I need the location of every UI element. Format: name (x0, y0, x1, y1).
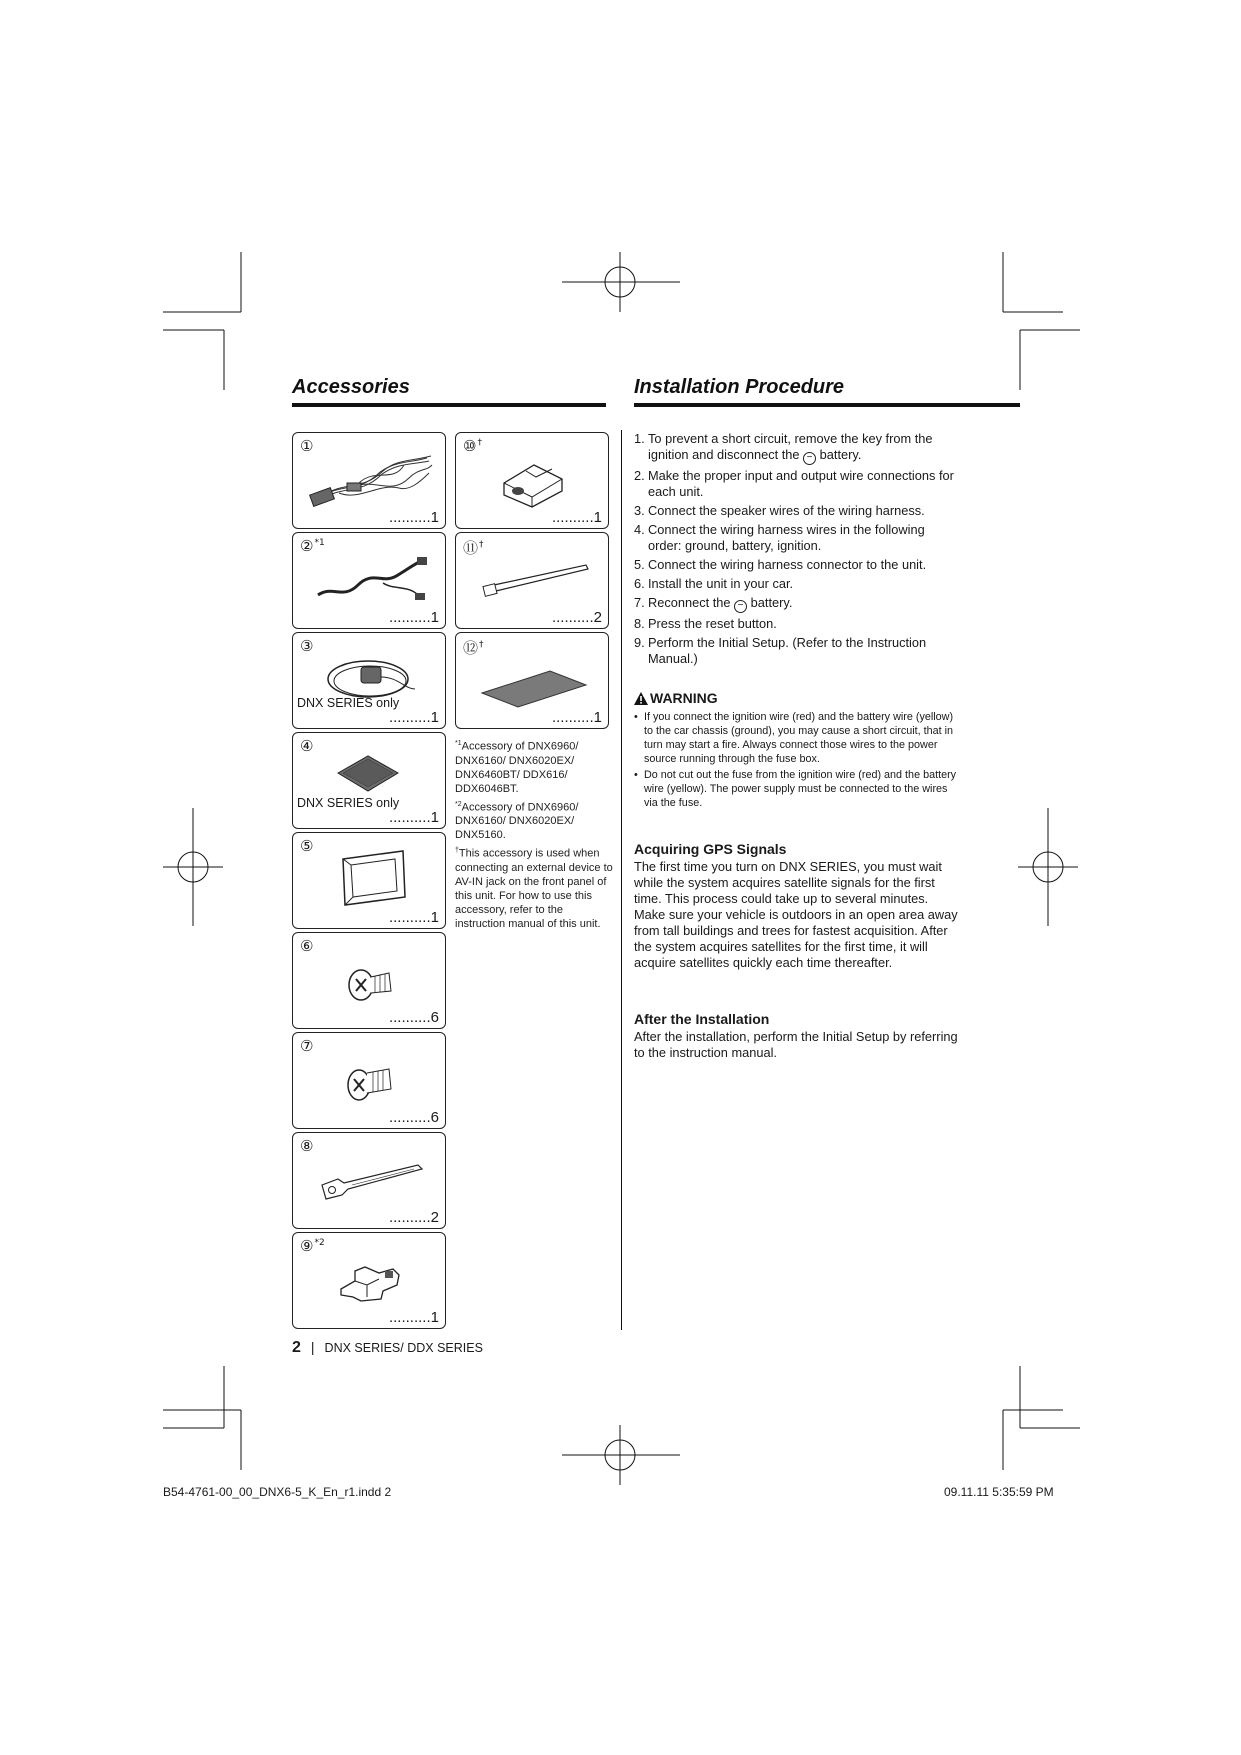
footnotes (455, 737, 615, 931)
accessory-5-number: ⑤ (300, 837, 314, 855)
accessory-10-qty: ..........1 (551, 509, 602, 526)
installation-steps (634, 431, 959, 670)
registration-mark-top (562, 252, 680, 312)
step-2: 2. Make the proper input and output wire connections for each unit. (634, 468, 954, 499)
accessories-title: Accessories (292, 376, 410, 398)
gps-title: Acquiring GPS Signals (634, 841, 787, 857)
step-9: 9. Perform the Initial Setup. (Refer to the Instruction Manual.) (634, 635, 927, 666)
accessory-11 (455, 532, 609, 629)
footnote-3 (455, 844, 615, 931)
step-1: 1. To prevent a short circuit, remove the key from the ignition and disconnect the − battery. (634, 431, 933, 463)
warning-section (634, 690, 959, 812)
steps-list (634, 431, 959, 667)
column-divider (621, 430, 622, 1330)
accessory-10-number: ⑩ (463, 437, 477, 455)
registration-mark-right (1018, 808, 1078, 926)
accessory-3 (292, 632, 446, 729)
accessory-9-qty: ..........1 (388, 1309, 439, 1326)
wiring-harness-icon (309, 453, 434, 508)
step-4: 4. Connect the wiring harness wires in the following order: ground, battery, ignition. (634, 522, 925, 553)
accessory-9-number: ⑨ (300, 1237, 314, 1255)
accessory-11-number: ⑪ (463, 539, 479, 557)
accessory-4-number: ④ (300, 737, 314, 755)
accessory-7-qty: ..........6 (388, 1109, 439, 1126)
warning-title: WARNING (634, 690, 959, 706)
accessory-3-qty: ..........1 (388, 709, 439, 726)
flat-head-screw-icon (345, 1059, 395, 1103)
date-slug: 09.11.11 5:35:59 PM (944, 1485, 1054, 1499)
warning-triangle-icon (634, 692, 648, 705)
footnote-2 (455, 798, 615, 843)
step-7: 7. Reconnect the − battery. (634, 595, 793, 611)
after-install-title: After the Installation (634, 1011, 770, 1027)
footer-series: DNX SERIES/ DDX SERIES (324, 1341, 483, 1355)
accessory-9 (292, 1232, 446, 1329)
warning-item-1: • If you connect the ignition wire (red) and the battery wire (yellow) to the car chassis (ground), you may cause a short circuit, that in turn may start a fire. Always connect those wires to the power source running through the fuse box. (634, 710, 959, 766)
step-3: 3. Connect the speaker wires of the wiring harness. (634, 503, 925, 518)
accessory-10 (455, 432, 609, 529)
accessory-4-note: DNX SERIES only (297, 796, 400, 810)
accessory-5 (292, 832, 446, 929)
accessory-4 (292, 732, 446, 829)
footer-separator: | (310, 1339, 315, 1355)
gps-text: The first time you turn on DNX SERIES, you must wait while the system acquires satellite signals for the first time. This process could take up to several minutes. Make sure your vehicle is outdoors in an open area away from tall buildings and trees for fastest acquisition. After the system acquires satellites for the first time, it will acquire satellites quickly each time thereafter. (634, 859, 958, 970)
accessory-8-qty: ..........2 (388, 1209, 439, 1226)
accessory-4-qty: ..........1 (388, 809, 439, 826)
accessory-1-number: ① (300, 437, 314, 455)
accessory-1-qty: ..........1 (388, 509, 439, 526)
accessories-rule (292, 403, 606, 407)
footnote-1-text: Accessory of DNX6960/ DNX6160/ DNX6020EX/ DNX6460BT/ DDX616/ DDX6046BT. (455, 740, 579, 795)
minus-terminal-icon: − (803, 452, 816, 465)
accessory-5-qty: ..........1 (388, 909, 439, 926)
ferrite-core-icon (496, 453, 571, 508)
extraction-key-icon (318, 1159, 428, 1201)
accessory-11-note-mark: † (479, 540, 484, 550)
step-5: 5. Connect the wiring harness connector to the unit. (634, 557, 927, 572)
footnote-2-text: Accessory of DNX6960/ DNX6160/ DNX6020EX/ DNX5160. (455, 801, 579, 842)
accessory-12-qty: ..........1 (551, 709, 602, 726)
gps-section (634, 841, 959, 971)
cable-icon (313, 555, 433, 605)
bracket-clip-icon (335, 1259, 405, 1305)
accessory-1 (292, 432, 446, 529)
page-footer (292, 1339, 483, 1357)
accessory-12-number: ⑫ (463, 639, 479, 657)
accessory-2-qty: ..........1 (388, 609, 439, 626)
accessory-6-number: ⑥ (300, 937, 314, 955)
trim-frame-icon (333, 847, 413, 909)
accessory-12-note-mark: † (479, 640, 484, 650)
accessory-2-note-mark: *1 (314, 538, 325, 548)
footnote-1-mark: *1 (455, 740, 462, 747)
step-8: 8. Press the reset button. (634, 616, 777, 631)
accessory-11-qty: ..........2 (551, 609, 602, 626)
footnote-3-mark: † (455, 847, 459, 855)
accessory-3-note: DNX SERIES only (297, 696, 400, 710)
footnote-2-mark: *2 (455, 800, 462, 808)
minus-terminal-icon: − (734, 600, 747, 613)
accessory-7 (292, 1032, 446, 1129)
warning-item-2: • Do not cut out the fuse from the ignition wire (red) and the battery wire (yellow). The power supply must be connected to the wires via the fuse. (634, 768, 959, 810)
installation-rule (634, 403, 1020, 407)
registration-mark-bottom (562, 1425, 680, 1485)
accessory-3-number: ③ (300, 637, 314, 655)
accessory-9-note-mark: *2 (314, 1238, 325, 1248)
file-slug: B54-4761-00_00_DNX6-5_K_En_r1.indd 2 (163, 1485, 392, 1499)
accessory-8 (292, 1132, 446, 1229)
accessory-10-note-mark: † (477, 438, 482, 448)
installation-title: Installation Procedure (634, 376, 845, 398)
adhesive-pad-icon (478, 667, 590, 711)
registration-mark-left (163, 808, 223, 926)
accessory-12 (455, 632, 609, 729)
warning-list (634, 710, 959, 810)
accessory-2-number: ② (300, 537, 314, 555)
footnote-3-text: This accessory is used when connecting an external device to AV-IN jack on the front panel of this unit. For how to use this accessory, refer to the instruction manual of this unit. (455, 847, 613, 930)
footnote-1 (455, 737, 615, 796)
screw-icon (345, 961, 395, 1003)
accessory-6 (292, 932, 446, 1029)
accessory-7-number: ⑦ (300, 1037, 314, 1055)
accessory-2 (292, 532, 446, 629)
accessory-8-number: ⑧ (300, 1137, 314, 1155)
cable-tie-icon (482, 561, 592, 597)
after-install-section (634, 1011, 959, 1061)
metal-plate-icon (333, 751, 403, 796)
step-6: 6. Install the unit in your car. (634, 576, 794, 591)
accessory-6-qty: ..........6 (388, 1009, 439, 1026)
after-install-text: After the installation, perform the Initial Setup by referring to the instruction manual. (634, 1029, 958, 1060)
page-number: 2 (292, 1339, 301, 1356)
